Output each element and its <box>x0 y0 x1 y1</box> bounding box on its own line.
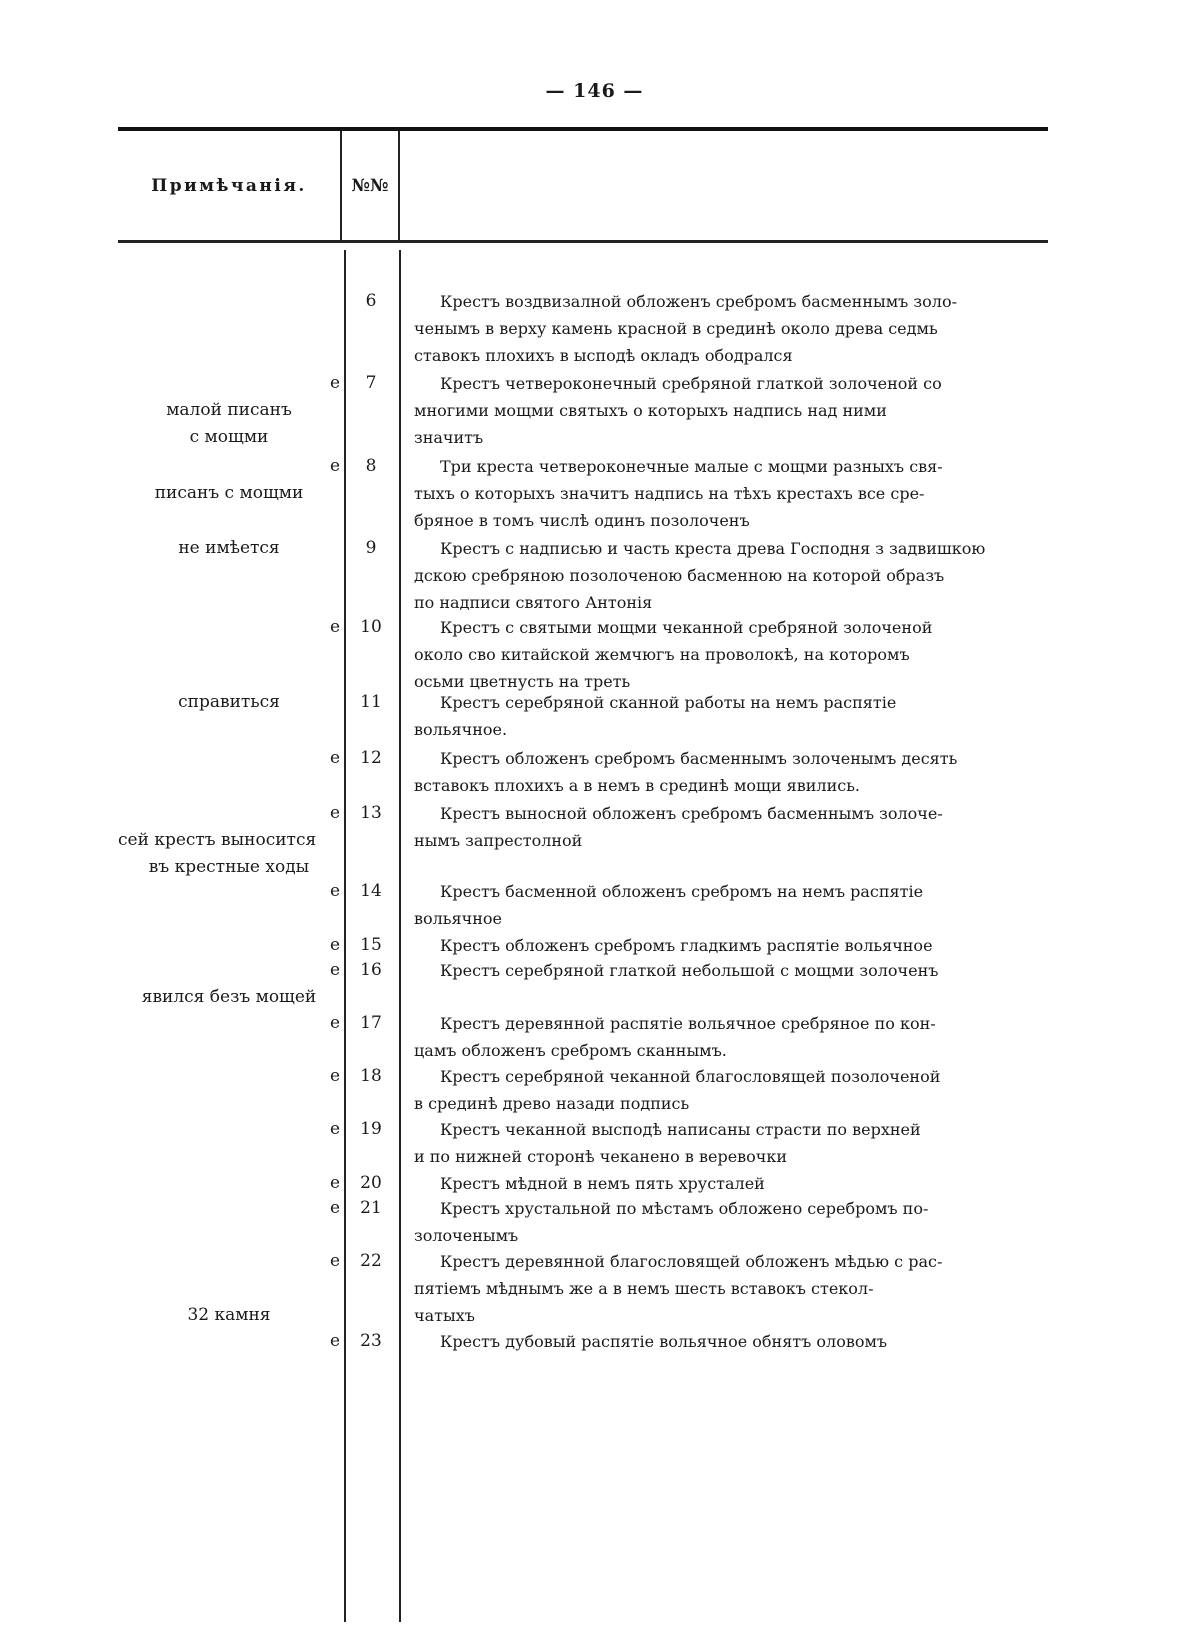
note-line: е <box>329 935 340 955</box>
description-line: Крестъ серебряной глаткой небольшой с мощми золоченъ <box>440 961 939 980</box>
row-description <box>414 1195 1044 1249</box>
note-line: явился безъ мощей <box>141 987 317 1007</box>
row-number: 17 <box>360 1013 382 1033</box>
row-description <box>414 689 1044 743</box>
row-description <box>414 1116 1044 1170</box>
description-line: ченымъ в верху камень красной в срединѣ около древа седмь <box>414 319 938 338</box>
row-number: 18 <box>360 1066 382 1086</box>
note-line: писанъ с мощми <box>154 483 304 503</box>
row-description <box>414 878 1044 932</box>
page-number: — 146 — <box>545 80 644 102</box>
description-line: Крестъ серебряной чеканной благословящей позолоченой <box>440 1067 941 1086</box>
description-line: вольячное. <box>414 720 508 739</box>
description-line: Крестъ хрустальной по мѣстамъ обложено серебромъ по- <box>440 1199 929 1218</box>
row-description <box>414 453 1044 534</box>
note-line: с мощми <box>189 427 269 447</box>
description-line: Крестъ серебряной сканной работы на немъ распятіе <box>440 693 897 712</box>
description-line: Крестъ деревянной благословящей обложенъ мѣдью с рас- <box>440 1252 943 1271</box>
description-line: значитъ <box>414 428 484 447</box>
row-number: 8 <box>365 456 377 476</box>
note-line: сей крестъ выносится <box>118 830 317 850</box>
description-line: ставокъ плохихъ в ыcподѣ окладъ ободрался <box>414 346 793 365</box>
description-line: Крестъ с святыми мощми чеканной сребряной золоченой <box>440 618 933 637</box>
description-line: тыхъ о которыхъ значитъ надпись на тѣхъ крестахъ все сре- <box>414 484 925 503</box>
note-line: е <box>329 960 340 980</box>
number-column-header: №№ <box>351 176 389 196</box>
description-line: в срединѣ древо назади подпись <box>414 1094 690 1113</box>
description-line: и по нижней сторонѣ чеканено в веревочки <box>414 1147 788 1166</box>
row-description <box>414 1010 1044 1064</box>
description-line: Крестъ мѣдной в немъ пять хрусталей <box>440 1174 765 1193</box>
note-line: е <box>329 748 340 768</box>
row-number: 7 <box>365 373 377 393</box>
row-description <box>414 535 1044 616</box>
row-number: 14 <box>360 881 382 901</box>
row-description <box>414 1248 1044 1329</box>
description-line: многими мощми святыхъ о которыхъ надпись над ними <box>414 401 887 420</box>
note-line: е <box>329 456 340 476</box>
row-description <box>414 932 1044 959</box>
description-line: чатыхъ <box>414 1306 475 1325</box>
row-description <box>414 745 1044 799</box>
description-line: бряное в томъ числѣ одинъ позолоченъ <box>414 511 750 530</box>
row-description <box>414 614 1044 695</box>
description-line: Три креста четвероконечные малые с мощми разныхъ свя- <box>440 457 943 476</box>
description-line: Крестъ выносной обложенъ сребромъ басменнымъ золоче- <box>440 804 943 823</box>
note-line: е <box>329 1066 340 1086</box>
description-line: дскою сребряною позолоченою басменною на которой образъ <box>414 566 945 585</box>
row-number: 19 <box>360 1119 382 1139</box>
description-line: Крестъ с надписью и часть креста древа Господня з задвишкою <box>440 539 986 558</box>
description-line: вольячное <box>414 909 502 928</box>
row-description <box>414 1328 1044 1355</box>
note-line: е <box>329 1251 340 1271</box>
description-line: около сво китайской жемчюгъ на проволокѣ, на которомъ <box>414 645 910 664</box>
description-line: Крестъ чеканной выcподѣ написаны страсти по верхней <box>440 1120 921 1139</box>
description-line: Крестъ обложенъ сребромъ басменнымъ золоченымъ десять <box>440 749 958 768</box>
row-number: 12 <box>360 748 382 768</box>
row-description <box>414 370 1044 451</box>
description-line: Крестъ басменной обложенъ сребромъ на немъ распятіе <box>440 882 924 901</box>
note-line: въ крестные ходы <box>148 857 310 877</box>
row-number: 23 <box>360 1331 382 1351</box>
row-description <box>414 1063 1044 1117</box>
note-line: е <box>329 1119 340 1139</box>
row-number: 11 <box>360 692 382 712</box>
note-line: е <box>329 1173 340 1193</box>
note-line: е <box>329 1198 340 1218</box>
row-description <box>414 288 1044 369</box>
description-line: Крестъ воздвизалной обложенъ сребромъ басменнымъ золо- <box>440 292 957 311</box>
row-description <box>414 1170 1044 1197</box>
description-line: Крестъ обложенъ сребромъ гладкимъ распятіе вольячное <box>440 936 933 955</box>
note-line: не имѣется <box>178 538 280 558</box>
row-description <box>414 800 1044 854</box>
note-line: е <box>329 1331 340 1351</box>
row-number: 20 <box>360 1173 382 1193</box>
note-line: е <box>329 617 340 637</box>
description-line: золоченымъ <box>414 1226 519 1245</box>
notes-column-header: Примѣчанія. <box>151 176 307 196</box>
description-line: вставокъ плохихъ а в немъ в срединѣ мощи явились. <box>414 776 860 795</box>
row-number: 9 <box>365 538 377 558</box>
row-number: 16 <box>360 960 382 980</box>
description-line: пятіемъ мѣднымъ же а в немъ шесть вставокъ стекол- <box>414 1279 874 1298</box>
row-number: 13 <box>360 803 382 823</box>
description-line: Крестъ четвероконечный сребряной глаткой золоченой со <box>440 374 942 393</box>
row-number: 10 <box>360 617 382 637</box>
note-line: справиться <box>178 692 280 712</box>
description-line: Крестъ дубовый распятіе вольячное обнятъ оловомъ <box>440 1332 888 1351</box>
description-line: Крестъ деревянной распятіе вольячное сребряное по кон- <box>440 1014 936 1033</box>
description-line: по надписи святого Антонія <box>414 593 653 612</box>
note-line: е <box>329 881 340 901</box>
note-line: 32 камня <box>187 1305 271 1325</box>
note-line: е <box>329 1013 340 1033</box>
note-line: е <box>329 373 340 393</box>
note-line: малой писанъ <box>166 400 292 420</box>
note-line: е <box>329 803 340 823</box>
row-number: 6 <box>365 291 377 311</box>
row-number: 15 <box>360 935 382 955</box>
row-number: 21 <box>360 1198 382 1218</box>
row-number: 22 <box>360 1251 382 1271</box>
description-line: цамъ обложенъ сребромъ сканнымъ. <box>414 1041 727 1060</box>
description-line: осьми цветнусть на треть <box>414 672 631 691</box>
description-line: нымъ запрестолной <box>414 831 583 850</box>
row-description <box>414 957 1044 984</box>
